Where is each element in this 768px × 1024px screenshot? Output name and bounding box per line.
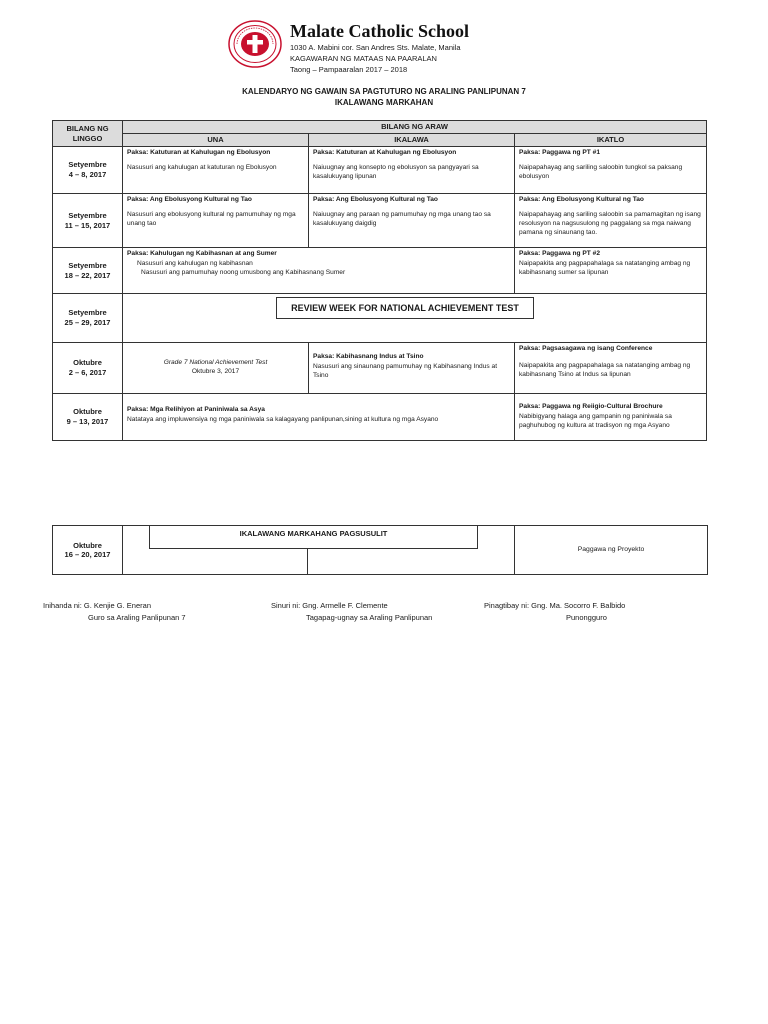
cell-text: Naipapahayag ang sariling saloobin sa pamamagitan ng isang resolusyon na nagsusulong ng paggalang sa mga naiwang pamana ng sinaunang tao. xyxy=(519,211,701,236)
checked-by: Sinuri ni: Gng. Armelle F. Clemente xyxy=(271,601,388,610)
cell-una-ikalawa xyxy=(123,248,515,294)
cell-una xyxy=(123,147,309,194)
table-row xyxy=(53,248,707,294)
week-month: Setyembre xyxy=(68,210,107,220)
paksa-label: Paksa: Mga Relihiyon at Paniniwala sa Asya xyxy=(127,406,265,414)
paksa-label: Paksa: Kabihasnang Indus at Tsino xyxy=(313,353,424,361)
paksa-label: Paksa: Paggawa ng Reiigio-Cultural Brochure xyxy=(519,403,663,411)
week-cell xyxy=(53,394,123,441)
calendar-table xyxy=(52,120,707,441)
cell-ikalawa xyxy=(309,147,515,194)
final-week-table xyxy=(52,525,708,575)
cell-text: Nasusuri ang pamumuhay noong umusbong ang Kabihasnang Sumer xyxy=(141,269,346,277)
paksa-label: Paksa: Pagsasagawa ng isang Conference xyxy=(519,345,653,353)
table-row xyxy=(53,194,707,248)
table-row xyxy=(53,394,707,441)
approved-by-role: Punongguro xyxy=(566,613,607,622)
table-row xyxy=(53,147,707,194)
prepared-by-role: Guro sa Araling Panlipunan 7 xyxy=(88,613,186,622)
review-week-banner: REVIEW WEEK FOR NATIONAL ACHIEVEMENT TEST xyxy=(276,297,534,319)
nat-date: Oktubre 3, 2017 xyxy=(191,368,240,376)
week-dates: 25 – 29, 2017 xyxy=(64,318,111,328)
week-month: Setyembre xyxy=(68,160,107,170)
week-header: BILANG NG LINGGO xyxy=(53,121,123,147)
paksa-label: Paksa: Katuturan at Kahulugan ng Ebolusyon xyxy=(127,149,271,157)
table-row xyxy=(53,343,707,394)
week-cell xyxy=(53,147,123,194)
school-year: Taong – Pampaaralan 2017 – 2018 xyxy=(290,65,408,74)
cell-text: Naipapakita ang pagpapahalaga sa natatanging ambag ng kabihasnang Tsino at Indus sa lipunan xyxy=(519,362,691,379)
cell-ikatlo xyxy=(515,343,707,394)
cell-ikatlo xyxy=(515,147,707,194)
cell-text: Nasusuri ang kahulugan ng kabihasnan xyxy=(137,260,253,268)
column-ikalawa: IKALAWA xyxy=(309,134,515,147)
week-cell xyxy=(53,343,123,394)
cell-una xyxy=(123,343,309,394)
day-header: BILANG NG ARAW xyxy=(123,121,707,134)
project-cell: Paggawa ng Proyekto xyxy=(577,546,645,553)
week-dates: 2 – 6, 2017 xyxy=(68,368,107,378)
exam-banner: IKALAWANG MARKAHANG PAGSUSULIT xyxy=(149,525,478,549)
cell-text: Naipapahayag ang sariling saloobin tungkol sa paksang ebolusyon xyxy=(519,164,683,181)
cell-text: Naiuugnay ang paraan ng pamumuhay ng mga unang tao sa kasalukuyang daigdig xyxy=(313,211,491,228)
week-dates: 18 – 22, 2017 xyxy=(64,270,111,280)
paksa-label: Paksa: Kahulugan ng Kabihasnan at ang Sumer xyxy=(127,250,277,258)
nat-title: Grade 7 National Achievement Test xyxy=(163,359,268,367)
paksa-label: Paksa: Ang Ebolusyong Kultural ng Tao xyxy=(127,196,252,204)
column-ikatlo: IKATLO xyxy=(515,134,707,147)
week-dates: 11 – 15, 2017 xyxy=(64,220,111,230)
paksa-label: Paksa: Paggawa ng PT #1 xyxy=(519,149,600,157)
school-logo xyxy=(228,20,282,68)
cell-text: Nabibigyang halaga ang gampanin ng paniniwala sa paghuhubog ng kultura at tradisyon ng mga Asyano xyxy=(519,413,672,430)
cell-text: Naiuugnay ang konsepto ng ebolusyon sa pangyayari sa kasalukuyang lipunan xyxy=(313,164,479,181)
cell-text: Nasusuri ang ebolusyong kultural ng pamumuhay ng mga unang tao xyxy=(127,211,296,228)
cell-text: Natataya ang impluwensiya ng mga paniniwala sa kalagayang panlipunan,sining at kultura ng mga Asyano xyxy=(127,416,439,424)
week-cell xyxy=(53,294,123,343)
cell-ikatlo xyxy=(515,194,707,248)
paksa-label: Paksa: Ang Ebolusyong Kultural ng Tao xyxy=(519,196,644,204)
week-month: Oktubre xyxy=(73,407,102,417)
column-una: UNA xyxy=(123,134,309,147)
week-cell xyxy=(53,194,123,248)
school-address: 1030 A. Mabini cor. San Andres Sts. Malate, Manila xyxy=(290,43,461,52)
paksa-label: Paksa: Katuturan at Kahulugan ng Ebolusyon xyxy=(313,149,457,157)
school-name: Malate Catholic School xyxy=(290,21,469,41)
document-subtitle: IKALAWANG MARKAHAN xyxy=(334,98,434,107)
cell-text: Nasusuri ang sinaunang pamumuhay ng Kabihasnang Indus at Tsino xyxy=(313,363,498,380)
approved-by: Pinagtibay ni: Gng. Ma. Socorro F. Balbido xyxy=(484,601,626,610)
week-month: Setyembre xyxy=(68,308,107,318)
week-month: Oktubre xyxy=(73,541,102,550)
document-title: KALENDARYO NG GAWAIN SA PAGTUTURO NG ARALING PANLIPUNAN 7 xyxy=(242,87,526,96)
column-divider xyxy=(307,548,308,574)
cell-una xyxy=(123,194,309,248)
prepared-by: Inihanda ni: G. Kenjie G. Eneran xyxy=(43,601,151,610)
cell-ikatlo xyxy=(515,248,707,294)
cell-ikatlo xyxy=(515,294,707,343)
week-month: Setyembre xyxy=(68,260,107,270)
paksa-label: Paksa: Paggawa ng PT #2 xyxy=(519,250,600,258)
cell-una-ikalawa xyxy=(123,394,515,441)
department-name: KAGAWARAN NG MATAAS NA PAARALAN xyxy=(290,54,437,63)
week-dates: 9 – 13, 2017 xyxy=(66,417,109,427)
cell-text: Naipapakita ang pagpapahalaga sa natatanging ambag ng kabihasnang sumer sa lipunan xyxy=(519,260,691,277)
cell-ikalawa xyxy=(309,343,515,394)
checked-by-role: Tagapag-ugnay sa Araling Panlipunan xyxy=(306,613,433,622)
week-dates: 4 – 8, 2017 xyxy=(68,170,107,180)
cell-text: Nasusuri ang kahulugan at katuturan ng Ebolusyon xyxy=(127,164,277,172)
week-cell xyxy=(53,526,123,574)
week-month: Oktubre xyxy=(73,358,102,368)
cell-ikalawa xyxy=(309,194,515,248)
week-dates: 16 – 20, 2017 xyxy=(64,550,111,559)
paksa-label: Paksa: Ang Ebolusyong Kultural ng Tao xyxy=(313,196,438,204)
cell-ikatlo xyxy=(515,394,707,441)
week-cell xyxy=(53,248,123,294)
